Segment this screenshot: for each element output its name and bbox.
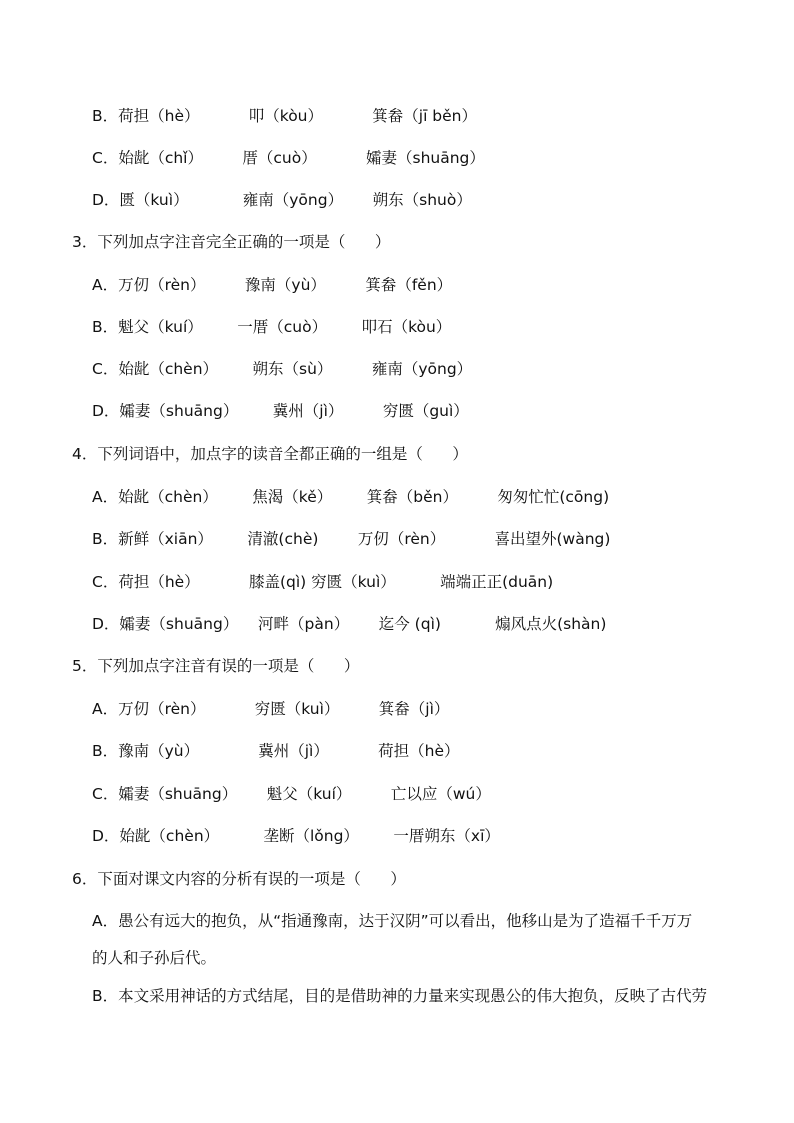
option-5d: D．始龀（chèn） 垄断（lǒng） 一厝朔东（xī）: [92, 827, 500, 845]
option-2c: C．始龀（chǐ） 厝（cuò） 孀妻（shuāng）: [92, 149, 485, 167]
option-4b: B．新鲜（xiān） 清澈(chè) 万仞（rèn） 喜出望外(wàng): [92, 530, 611, 548]
option-2d: D．匮（kuì） 雍南（yōng） 朔东（shuò）: [92, 191, 472, 209]
option-3c: C．始龀（chèn） 朔东（sù） 雍南（yōng）: [92, 360, 473, 378]
option-5b: B．豫南（yù） 冀州（jì） 荷担（hè）: [92, 742, 460, 760]
option-4c: C．荷担（hè） 膝盖(qì) 穷匮（kuì） 端端正正(duān): [92, 573, 554, 591]
option-3d: D．孀妻（shuāng） 冀州（jì） 穷匮（guì）: [92, 402, 469, 420]
option-4a: A．始龀（chèn） 焦渴（kě） 箕畚（běn） 匆匆忙忙(cōng): [92, 488, 610, 506]
question-4: 4．下列词语中，加点字的读音全都正确的一组是（ ）: [72, 445, 468, 463]
option-6a-line1: A．愚公有远大的抱负，从“指通豫南，达于汉阴”可以看出，他移山是为了造福千千万万: [92, 912, 693, 930]
question-3: 3．下列加点字注音完全正确的一项是（ ）: [72, 233, 391, 251]
question-6: 6．下面对课文内容的分析有误的一项是（ ）: [72, 870, 406, 888]
option-6a-line2: 的人和子孙后代。: [92, 949, 217, 967]
option-4d: D．孀妻（shuāng） 河畔（pàn） 迄今 (qì) 煽风点火(shàn): [92, 615, 607, 633]
option-2b: B．荷担（hè） 叩（kòu） 箕畚（jī běn）: [92, 107, 478, 125]
option-5a: A．万仞（rèn） 穷匮（kuì） 箕畚（jì）: [92, 700, 450, 718]
question-5: 5．下列加点字注音有误的一项是（ ）: [72, 657, 360, 675]
option-6b-line1: B．本文采用神话的方式结尾，目的是借助神的力量来实现愚公的伟大抱负，反映了古代劳: [92, 987, 708, 1005]
option-5c: C．孀妻（shuāng） 魁父（kuí） 亡以应（wú）: [92, 785, 491, 803]
option-3a: A．万仞（rèn） 豫南（yù） 箕畚（fěn）: [92, 276, 453, 294]
option-3b: B．魁父（kuí） 一厝（cuò） 叩石（kòu）: [92, 318, 452, 336]
